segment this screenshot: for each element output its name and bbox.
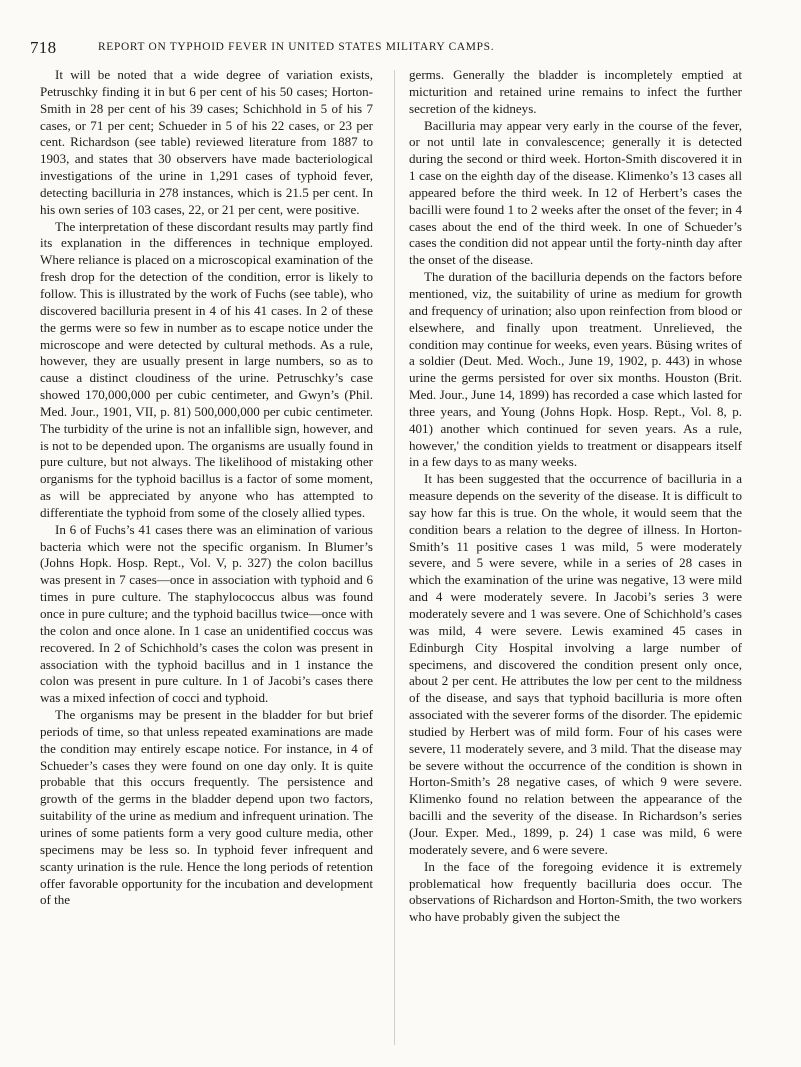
right-column xyxy=(409,67,742,926)
left-column xyxy=(40,67,373,909)
right-paragraph-3: The duration of the bacilluria depends on the factors before mentioned, viz, the suitability of urine as medium for growth and frequency of urination; also upon reinfection from blood or elsewhere, and finally upon treatment. Unrelieved, the condition may continue for weeks, even years. Büsing writes of a soldier (Deut. Med. Woch., June 19, 1902, p. 443) in whose urine the germs persisted for over six months. Houston (Brit. Med. Jour., June 14, 1899) has recorded a case which lasted for three years, and Young (Johns Hopk. Hosp. Rept., Vol. 8, p. 401) another which continued for seven years. As a rule, however,' the condition yields to treatment or disappears itself in a few days to as many weeks. xyxy=(409,269,742,470)
left-paragraph-3: In 6 of Fuchs’s 41 cases there was an elimination of various bacteria which were not the specific organism. In Blumer’s (Johns Hopk. Hosp. Rept., Vol. V, p. 327) the colon bacillus was present in 7 cases—once in association with typhoid and 6 times in pure culture. The staphylococcus albus was found once in pure culture; and the typhoid bacillus twice—once with the colon and once alone. In 1 case an unidentified coccus was recovered. In 2 of Schichhold’s cases the colon was present in association with the typhoid bacillus and in 1 instance the colon was present in pure culture. In 1 of Jacobi’s cases there was a mixed infection of cocci and typhoid. xyxy=(40,521,373,706)
right-paragraph-5: In the face of the foregoing evidence it is extremely problematical how frequently bacilluria does occur. The observations of Richardson and Horton-Smith, the two workers who have probably given the subject the xyxy=(409,858,742,925)
right-paragraph-2: Bacilluria may appear very early in the course of the fever, or not until late in convalescence; generally it is detected during the second or third week. Horton-Smith discovered it in 1 case on the eighth day of the disease. Klimenko’s 13 cases all appeared before the third week. In 12 of Herbert’s cases the bacilli were found 1 to 2 weeks after the onset of the fever; in 4 cases about the end of the third week. In one of Schueder’s cases the condition did not appear until the forty-ninth day after the onset of the disease. xyxy=(409,117,742,268)
page-header xyxy=(30,38,770,58)
right-paragraph-1: germs. Generally the bladder is incompletely emptied at micturition and retained urine remains to infect the further secretion of the kidneys. xyxy=(409,67,742,116)
left-paragraph-2: The interpretation of these discordant results may partly find its explanation in the differences in technique employed. Where reliance is placed on a microscopical examination of the fresh drop for the detection of the condition, error is likely to follow. This is illustrated by the work of Fuchs (see table), who discovered bacilluria present in 4 of his 41 cases. In 2 of these the germs were so few in number as to escape notice under the microscope and were detected by cultural methods. As a rule, however, they are usually present in large numbers, so as to cause a distinct cloudiness of the urine. Petruschky’s case showed 170,000,000 per cubic centimeter, and Gwyn’s (Phil. Med. Jour., 1901, VII, p. 81) 500,000,000 per cubic centimeter. The turbidity of the urine is not an infallible sign, however, and is not to be depended upon. The organisms are usually found in pure culture, but not always. The likelihood of mistaking other organisms for the typhoid bacillus is a factor of some moment, as will be appreciated by anyone who has attempted to differentiate the typhoid from some of the closely allied types. xyxy=(40,218,373,520)
left-paragraph-4: The organisms may be present in the bladder for but brief periods of time, so that unless repeated examinations are made the condition may entirely escape notice. For instance, in 4 of Schueder’s cases they were found on one day only. It is quite probable that this occurs frequently. The persistence and growth of the germs in the bladder depend upon two factors, suitability of the urine as medium and infrequent urination. The urines of some patients form a very good culture media, other specimens may be less so. In typhoid fever infrequent and scanty urination is the rule. Hence the long periods of retention offer favorable opportunity for the incubation and development of the xyxy=(40,707,373,908)
running-head: REPORT ON TYPHOID FEVER IN UNITED STATES MILITARY CAMPS. xyxy=(98,41,495,53)
right-paragraph-4: It has been suggested that the occurrence of bacilluria in a measure depends on the severity of the disease. It is difficult to say how far this is true. On the whole, it would seem that the condition bears a relation to the degree of illness. In Horton-Smith’s 11 positive cases 1 was mild, 5 were moderately severe, and 5 were severe, while in a series of 28 cases in which the examination of the urine was negative, 13 were mild and 4 were moderately severe. In Jacobi’s series 3 were moderately severe and 1 was severe. One of Schichhold’s cases was mild, 4 were severe. Lewis examined 45 cases in Edinburgh City Hospital involving a large number of specimens, and discovered the condition present only once, about 2 per cent. He attributes the low per cent to the mildness of the disease, and says that typhoid bacilluria is more often associated with the severer forms of the disorder. The epidemic studied by Herbert was of mild form. Four of his cases were severe, 11 moderately severe, and 3 mild. That the disease may be severe without the occurrence of the condition is shown in Horton-Smith’s 28 negative cases, of which 9 were severe. Klimenko found no relation between the appearance of the bacilli and the severity of the disease. In Richardson’s series (Jour. Exper. Med., 1899, p. 24) 1 case was mild, 6 were moderately severe, and 6 were severe. xyxy=(409,471,742,857)
column-divider xyxy=(394,70,395,1045)
left-paragraph-1: It will be noted that a wide degree of variation exists, Petruschky finding it in but 6 per cent of his 50 cases; Horton-Smith in 28 per cent of his 39 cases; Schichhold in 5 of his 7 cases, or 71 per cent; Schueder in 5 of his 22 cases, or 23 per cent. Richardson (see table) reviewed literature from 1887 to 1903, and states that 30 observers have made bacteriological investigations of the urine in 1,291 cases of typhoid fever, detecting bacilluria in 278 instances, which is 21.5 per cent. In his own series of 103 cases, 22, or 21 per cent, were positive. xyxy=(40,67,373,217)
page-number: 718 xyxy=(30,38,57,57)
